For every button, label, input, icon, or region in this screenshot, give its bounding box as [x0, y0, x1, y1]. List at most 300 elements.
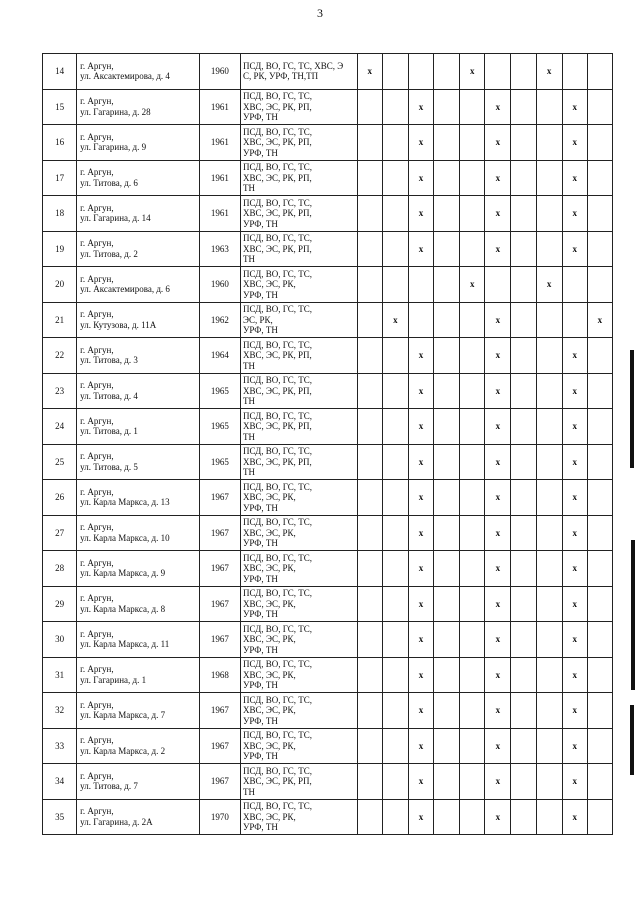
year-mark-cell: x	[408, 622, 433, 658]
year-mark-cell	[460, 622, 485, 658]
systems-list: ПСД, ВО, ГС, ТС, ХВС, ЭС, РК, РП, ТН	[241, 338, 358, 374]
year-mark-cell	[382, 409, 408, 445]
year-mark-cell	[511, 622, 536, 658]
table-row	[43, 338, 613, 374]
build-year: 1960	[199, 267, 240, 303]
row-number: 19	[43, 231, 77, 267]
year-mark-cell	[536, 160, 562, 196]
year-mark-cell	[434, 267, 460, 303]
systems-list: ПСД, ВО, ГС, ТС, ХВС, ЭС, РК, РП, УРФ, ТН	[241, 125, 358, 161]
table-row	[43, 622, 613, 658]
year-mark-cell	[511, 409, 536, 445]
systems-list: ПСД, ВО, ГС, ТС, ХВС, ЭС, РК, УРФ, ТН	[241, 480, 358, 516]
year-mark-cell	[460, 728, 485, 764]
year-mark-cell	[382, 231, 408, 267]
year-mark-cell	[382, 196, 408, 232]
address-city: г. Аргун,	[80, 806, 114, 817]
address-street: ул. Гагарина, д. 1	[80, 674, 147, 685]
address-street: ул. Карла Маркса, д. 8	[80, 603, 166, 614]
year-mark-cell: x	[408, 799, 433, 835]
address-cell	[77, 693, 200, 729]
year-mark-cell	[485, 54, 511, 90]
address-cell	[77, 267, 200, 303]
address-cell	[77, 622, 200, 658]
systems-list: ПСД, ВО, ГС, ТС, ХВС, ЭС, РК, УРФ, ТН	[241, 515, 358, 551]
address-cell	[77, 799, 200, 835]
year-mark-cell	[511, 338, 536, 374]
year-mark-cell	[460, 409, 485, 445]
row-number: 33	[43, 728, 77, 764]
table-row	[43, 764, 613, 800]
systems-list: ПСД, ВО, ГС, ТС, ХВС, ЭС, РК, РП, УРФ, ТН	[241, 89, 358, 125]
address-city: г. Аргун,	[80, 60, 114, 71]
systems-list: ПСД, ВО, ГС, ТС, ХВС, ЭС, РК, РП, ТН	[241, 444, 358, 480]
address-city: г. Аргун,	[80, 96, 114, 107]
year-mark-cell	[357, 480, 382, 516]
row-number: 18	[43, 196, 77, 232]
year-mark-cell: x	[562, 728, 587, 764]
year-mark-cell: x	[562, 693, 587, 729]
year-mark-cell	[357, 160, 382, 196]
year-mark-cell	[382, 622, 408, 658]
address-city: г. Аргун,	[80, 593, 114, 604]
systems-list: ПСД, ВО, ГС, ТС, ХВС, ЭС, РК, РП, ТН	[241, 409, 358, 445]
year-mark-cell	[587, 799, 612, 835]
address-city: г. Аргун,	[80, 522, 114, 533]
address-city: г. Аргун,	[80, 664, 114, 675]
build-year: 1968	[199, 657, 240, 693]
year-mark-cell: x	[408, 586, 433, 622]
year-mark-cell: x	[408, 409, 433, 445]
year-mark-cell	[357, 409, 382, 445]
year-mark-cell	[536, 728, 562, 764]
year-mark-cell: x	[408, 693, 433, 729]
year-mark-cell: x	[357, 54, 382, 90]
year-mark-cell: x	[485, 622, 511, 658]
year-mark-cell	[511, 693, 536, 729]
systems-list: ПСД, ВО, ГС, ТС, ХВС, ЭС, РК, УРФ, ТН	[241, 267, 358, 303]
year-mark-cell	[460, 799, 485, 835]
row-number: 21	[43, 302, 77, 338]
year-mark-cell	[357, 444, 382, 480]
address-cell	[77, 373, 200, 409]
year-mark-cell	[382, 693, 408, 729]
year-mark-cell	[460, 373, 485, 409]
year-mark-cell	[434, 551, 460, 587]
row-number: 17	[43, 160, 77, 196]
year-mark-cell: x	[460, 54, 485, 90]
row-number: 26	[43, 480, 77, 516]
row-number: 22	[43, 338, 77, 374]
year-mark-cell	[536, 231, 562, 267]
systems-list: ПСД, ВО, ГС, ТС, ХВС, ЭС, РК, УРФ, ТН	[241, 622, 358, 658]
year-mark-cell: x	[485, 373, 511, 409]
year-mark-cell: x	[408, 89, 433, 125]
year-mark-cell	[357, 338, 382, 374]
year-mark-cell	[434, 693, 460, 729]
address-city: г. Аргун,	[80, 699, 114, 710]
address-street: ул. Карла Маркса, д. 2	[80, 745, 166, 756]
year-mark-cell	[382, 480, 408, 516]
year-mark-cell	[382, 89, 408, 125]
year-mark-cell: x	[485, 125, 511, 161]
year-mark-cell	[382, 160, 408, 196]
year-mark-cell: x	[485, 728, 511, 764]
year-mark-cell	[382, 373, 408, 409]
row-number: 34	[43, 764, 77, 800]
address-street: ул. Гагарина, д. 14	[80, 213, 151, 224]
year-mark-cell	[434, 586, 460, 622]
row-number: 24	[43, 409, 77, 445]
year-mark-cell	[587, 89, 612, 125]
address-street: ул. Титова, д. 1	[80, 426, 138, 437]
row-number: 28	[43, 551, 77, 587]
build-year: 1961	[199, 89, 240, 125]
year-mark-cell	[382, 728, 408, 764]
year-mark-cell: x	[485, 799, 511, 835]
build-year: 1962	[199, 302, 240, 338]
year-mark-cell	[357, 586, 382, 622]
year-mark-cell	[536, 444, 562, 480]
build-year: 1961	[199, 125, 240, 161]
year-mark-cell	[460, 657, 485, 693]
year-mark-cell	[434, 622, 460, 658]
systems-list: ПСД, ВО, ГС, ТС, ХВС, ЭС, РК, УРФ, ТН	[241, 799, 358, 835]
year-mark-cell: x	[562, 409, 587, 445]
year-mark-cell	[434, 728, 460, 764]
year-mark-cell	[562, 302, 587, 338]
year-mark-cell	[562, 54, 587, 90]
year-mark-cell: x	[485, 89, 511, 125]
year-mark-cell: x	[562, 231, 587, 267]
year-mark-cell	[382, 586, 408, 622]
year-mark-cell	[357, 373, 382, 409]
year-mark-cell: x	[485, 160, 511, 196]
address-cell	[77, 125, 200, 161]
year-mark-cell: x	[408, 480, 433, 516]
table-row	[43, 160, 613, 196]
year-mark-cell	[536, 125, 562, 161]
year-mark-cell	[357, 515, 382, 551]
year-mark-cell	[382, 515, 408, 551]
systems-list: ПСД, ВО, ГС, ТС, ЭС, РК, УРФ, ТН	[241, 302, 358, 338]
year-mark-cell	[382, 267, 408, 303]
year-mark-cell	[587, 54, 612, 90]
build-year: 1964	[199, 338, 240, 374]
year-mark-cell: x	[562, 551, 587, 587]
build-year: 1970	[199, 799, 240, 835]
address-cell	[77, 551, 200, 587]
table-row	[43, 267, 613, 303]
year-mark-cell: x	[408, 657, 433, 693]
year-mark-cell	[460, 89, 485, 125]
scan-edge-mark	[630, 705, 634, 775]
year-mark-cell	[434, 160, 460, 196]
address-street: ул. Титова, д. 5	[80, 461, 138, 472]
year-mark-cell	[460, 302, 485, 338]
year-mark-cell	[434, 764, 460, 800]
address-street: ул. Карла Маркса, д. 9	[80, 568, 166, 579]
year-mark-cell: x	[485, 480, 511, 516]
address-city: г. Аргун,	[80, 735, 114, 746]
build-year: 1967	[199, 586, 240, 622]
year-mark-cell: x	[408, 444, 433, 480]
year-mark-cell	[587, 409, 612, 445]
year-mark-cell: x	[562, 89, 587, 125]
year-mark-cell	[511, 125, 536, 161]
year-mark-cell	[536, 480, 562, 516]
year-mark-cell	[587, 444, 612, 480]
year-mark-cell	[357, 728, 382, 764]
address-cell	[77, 409, 200, 445]
year-mark-cell	[357, 799, 382, 835]
year-mark-cell	[434, 338, 460, 374]
address-cell	[77, 196, 200, 232]
year-mark-cell	[536, 799, 562, 835]
year-mark-cell	[536, 515, 562, 551]
systems-list: ПСД, ВО, ГС, ТС, ХВС, ЭС, РК, РП, УРФ, ТН	[241, 196, 358, 232]
year-mark-cell	[587, 160, 612, 196]
year-mark-cell	[536, 551, 562, 587]
systems-list: ПСД, ВО, ГС, ТС, ХВС, ЭС, РК, УРФ, ТН	[241, 586, 358, 622]
year-mark-cell: x	[485, 231, 511, 267]
table-row	[43, 657, 613, 693]
year-mark-cell	[357, 657, 382, 693]
page-number: 3	[317, 6, 323, 20]
year-mark-cell	[357, 302, 382, 338]
address-cell	[77, 764, 200, 800]
year-mark-cell	[587, 551, 612, 587]
address-city: г. Аргун,	[80, 557, 114, 568]
address-city: г. Аргун,	[80, 167, 114, 178]
year-mark-cell	[434, 302, 460, 338]
build-year: 1967	[199, 693, 240, 729]
year-mark-cell	[511, 160, 536, 196]
row-number: 14	[43, 54, 77, 90]
address-city: г. Аргун,	[80, 309, 114, 320]
year-mark-cell	[357, 622, 382, 658]
address-street: ул. Карла Маркса, д. 11	[80, 639, 170, 650]
year-mark-cell	[587, 764, 612, 800]
year-mark-cell	[434, 444, 460, 480]
table-row	[43, 125, 613, 161]
year-mark-cell	[460, 196, 485, 232]
build-year: 1965	[199, 444, 240, 480]
row-number: 30	[43, 622, 77, 658]
year-mark-cell	[536, 196, 562, 232]
year-mark-cell	[460, 586, 485, 622]
year-mark-cell	[587, 586, 612, 622]
year-mark-cell: x	[485, 551, 511, 587]
year-mark-cell: x	[408, 764, 433, 800]
year-mark-cell	[562, 267, 587, 303]
year-mark-cell	[382, 54, 408, 90]
systems-list: ПСД, ВО, ГС, ТС, ХВС, ЭС, РК, УРФ, ТН	[241, 693, 358, 729]
address-cell	[77, 515, 200, 551]
year-mark-cell	[357, 125, 382, 161]
year-mark-cell: x	[408, 160, 433, 196]
table-row	[43, 89, 613, 125]
year-mark-cell	[511, 267, 536, 303]
address-street: ул. Карла Маркса, д. 10	[80, 532, 170, 543]
year-mark-cell	[511, 764, 536, 800]
year-mark-cell	[587, 728, 612, 764]
year-mark-cell	[511, 196, 536, 232]
address-street: ул. Титова, д. 3	[80, 355, 138, 366]
address-cell	[77, 657, 200, 693]
address-street: ул. Титова, д. 6	[80, 177, 138, 188]
year-mark-cell: x	[485, 764, 511, 800]
year-mark-cell	[587, 693, 612, 729]
systems-list: ПСД, ВО, ГС, ТС, ХВС, ЭС, РК, РП, ТН	[241, 764, 358, 800]
address-street: ул. Карла Маркса, д. 13	[80, 497, 170, 508]
year-mark-cell	[511, 728, 536, 764]
table-row	[43, 551, 613, 587]
year-mark-cell	[434, 657, 460, 693]
systems-list: ПСД, ВО, ГС, ТС, ХВС, ЭС, РК, РП, ТН	[241, 373, 358, 409]
year-mark-cell: x	[485, 196, 511, 232]
year-mark-cell	[587, 196, 612, 232]
table-row	[43, 196, 613, 232]
address-city: г. Аргун,	[80, 202, 114, 213]
address-city: г. Аргун,	[80, 380, 114, 391]
year-mark-cell	[357, 693, 382, 729]
address-street: ул. Гагарина, д. 2А	[80, 816, 153, 827]
table-row	[43, 409, 613, 445]
year-mark-cell	[382, 764, 408, 800]
address-city: г. Аргун,	[80, 486, 114, 497]
table-row	[43, 231, 613, 267]
year-mark-cell	[382, 125, 408, 161]
build-year: 1961	[199, 196, 240, 232]
year-mark-cell	[587, 125, 612, 161]
year-mark-cell	[511, 231, 536, 267]
year-mark-cell: x	[485, 338, 511, 374]
year-mark-cell	[460, 551, 485, 587]
year-mark-cell	[587, 338, 612, 374]
row-number: 15	[43, 89, 77, 125]
year-mark-cell	[434, 231, 460, 267]
year-mark-cell	[460, 444, 485, 480]
build-year: 1965	[199, 409, 240, 445]
year-mark-cell	[408, 54, 433, 90]
address-city: г. Аргун,	[80, 415, 114, 426]
year-mark-cell	[511, 444, 536, 480]
year-mark-cell	[536, 586, 562, 622]
housing-register-table	[42, 53, 613, 835]
address-cell	[77, 54, 200, 90]
year-mark-cell: x	[562, 373, 587, 409]
year-mark-cell: x	[382, 302, 408, 338]
year-mark-cell	[357, 196, 382, 232]
year-mark-cell	[536, 89, 562, 125]
systems-list: ПСД, ВО, ГС, ТС, ХВС, ЭС, РК, УРФ, ТН	[241, 728, 358, 764]
year-mark-cell	[382, 799, 408, 835]
year-mark-cell	[511, 302, 536, 338]
year-mark-cell	[511, 89, 536, 125]
year-mark-cell	[587, 373, 612, 409]
systems-list: ПСД, ВО, ГС, ТС, ХВС, ЭС, РК, УРФ, ТН	[241, 551, 358, 587]
year-mark-cell	[357, 551, 382, 587]
row-number: 16	[43, 125, 77, 161]
year-mark-cell	[536, 373, 562, 409]
year-mark-cell: x	[408, 728, 433, 764]
year-mark-cell	[408, 302, 433, 338]
year-mark-cell	[536, 338, 562, 374]
year-mark-cell	[485, 267, 511, 303]
year-mark-cell: x	[408, 551, 433, 587]
table-row	[43, 586, 613, 622]
year-mark-cell	[434, 480, 460, 516]
year-mark-cell: x	[485, 409, 511, 445]
year-mark-cell: x	[408, 125, 433, 161]
year-mark-cell	[511, 657, 536, 693]
year-mark-cell: x	[562, 444, 587, 480]
row-number: 25	[43, 444, 77, 480]
year-mark-cell	[511, 54, 536, 90]
year-mark-cell	[434, 373, 460, 409]
address-cell	[77, 728, 200, 764]
year-mark-cell: x	[460, 267, 485, 303]
year-mark-cell	[382, 657, 408, 693]
address-city: г. Аргун,	[80, 770, 114, 781]
year-mark-cell	[587, 657, 612, 693]
year-mark-cell	[460, 764, 485, 800]
address-cell	[77, 302, 200, 338]
address-street: ул. Гагарина, д. 9	[80, 142, 147, 153]
year-mark-cell	[434, 196, 460, 232]
year-mark-cell	[434, 125, 460, 161]
year-mark-cell: x	[562, 657, 587, 693]
year-mark-cell	[357, 89, 382, 125]
build-year: 1967	[199, 622, 240, 658]
year-mark-cell	[460, 693, 485, 729]
row-number: 23	[43, 373, 77, 409]
year-mark-cell: x	[485, 302, 511, 338]
address-street: ул. Титова, д. 4	[80, 390, 138, 401]
address-cell	[77, 89, 200, 125]
year-mark-cell	[587, 267, 612, 303]
address-street: ул. Титова, д. 2	[80, 248, 138, 259]
address-street: ул. Титова, д. 7	[80, 781, 138, 792]
scan-edge-mark	[630, 350, 634, 468]
year-mark-cell	[357, 231, 382, 267]
table-row	[43, 693, 613, 729]
year-mark-cell	[587, 231, 612, 267]
year-mark-cell: x	[562, 515, 587, 551]
row-number: 27	[43, 515, 77, 551]
build-year: 1961	[199, 160, 240, 196]
table-row	[43, 515, 613, 551]
build-year: 1960	[199, 54, 240, 90]
year-mark-cell	[434, 89, 460, 125]
year-mark-cell	[434, 515, 460, 551]
table-row	[43, 444, 613, 480]
table-body	[43, 54, 613, 835]
year-mark-cell: x	[485, 693, 511, 729]
address-city: г. Аргун,	[80, 238, 114, 249]
year-mark-cell	[536, 693, 562, 729]
year-mark-cell	[382, 338, 408, 374]
year-mark-cell	[587, 622, 612, 658]
year-mark-cell	[357, 764, 382, 800]
year-mark-cell: x	[408, 231, 433, 267]
year-mark-cell	[460, 338, 485, 374]
year-mark-cell	[408, 267, 433, 303]
year-mark-cell: x	[562, 160, 587, 196]
year-mark-cell: x	[536, 267, 562, 303]
year-mark-cell: x	[562, 196, 587, 232]
